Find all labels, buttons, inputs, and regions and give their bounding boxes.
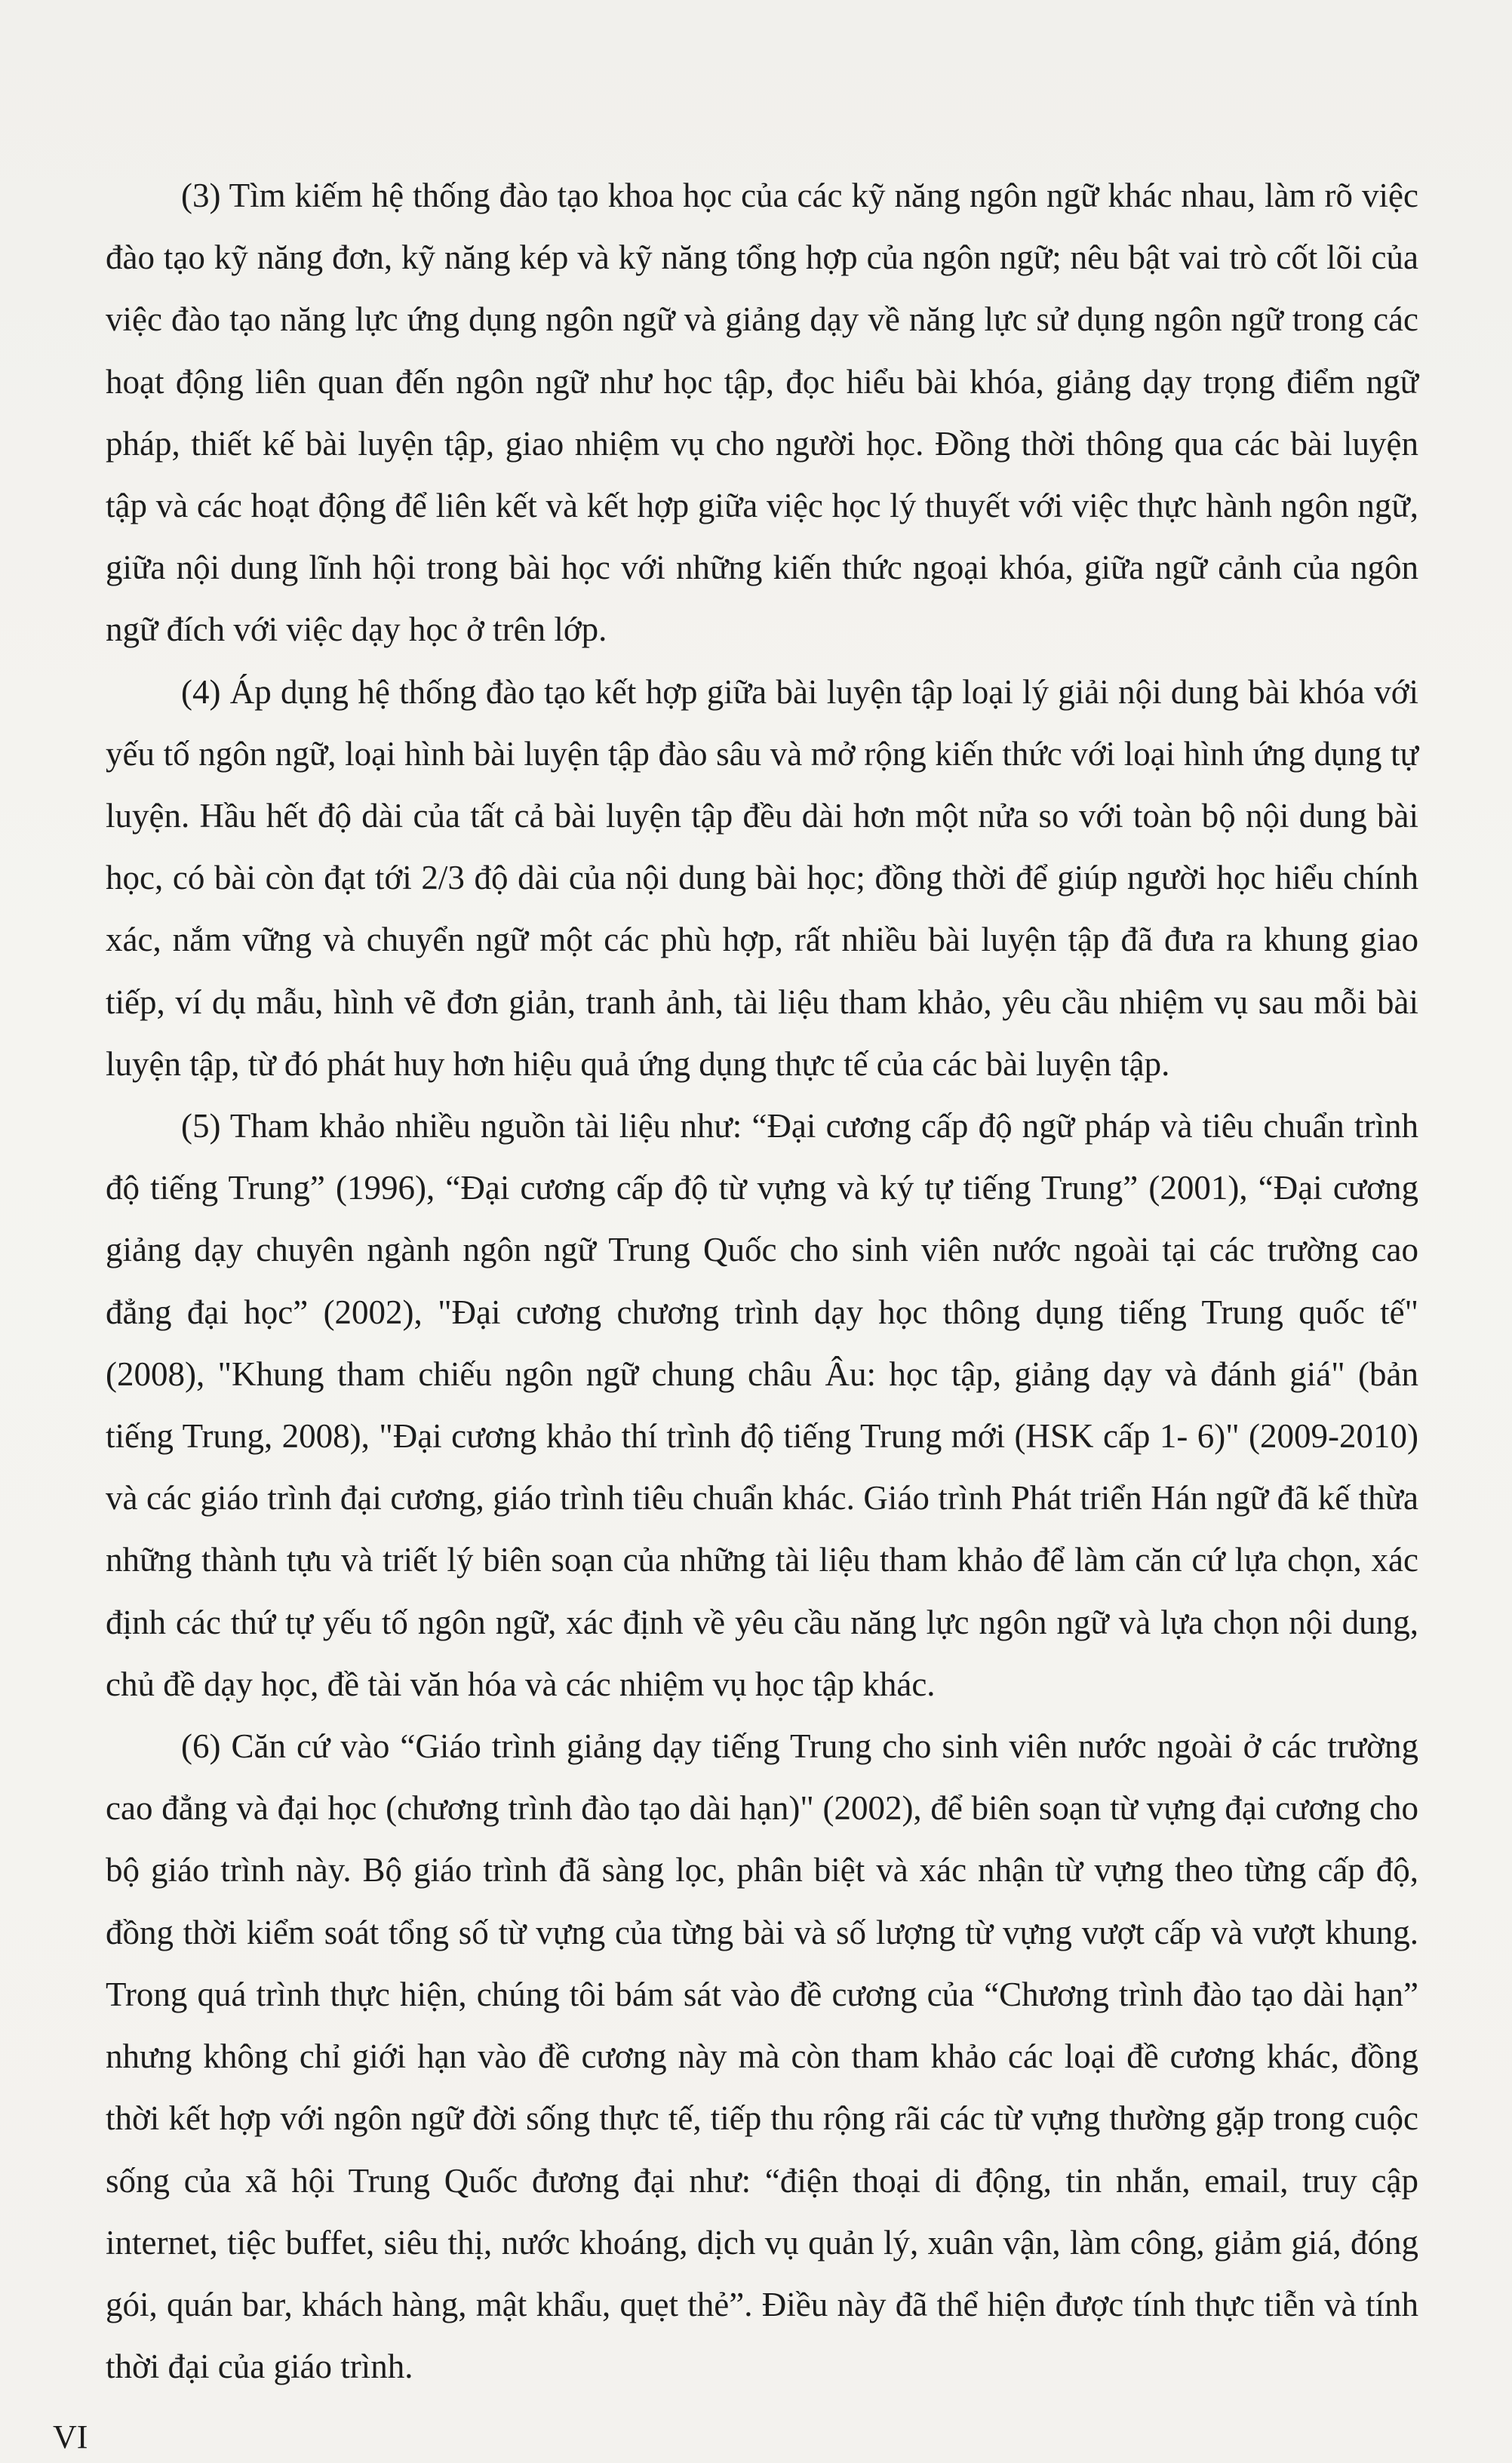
paragraph-4: (4) Áp dụng hệ thống đào tạo kết hợp giữa bài luyện tập loại lý giải nội dung bài khóa với yếu tố ngôn ngữ, loại hình bài luyện tập đào sâu và mở rộng kiến thức với loại hình ứng dụng tự luyện. Hầu hết độ dài của tất cả bài luyện tập đều dài hơn một nửa so với toàn bộ nội dung bài học, có bài còn đạt tới 2/3 độ dài của nội dung bài học; đồng thời để giúp người học hiểu chính xác, nắm vững và chuyển ngữ một các phù hợp, rất nhiều bài luyện tập đã đưa ra khung giao tiếp, ví dụ mẫu, hình vẽ đơn giản, tranh ảnh, tài liệu tham khảo, yêu cầu nhiệm vụ sau mỗi bài luyện tập, từ đó phát huy hơn hiệu quả ứng dụng thực tế của các bài luyện tập. [106,672,1418,1083]
paragraph-5: (5) Tham khảo nhiều nguồn tài liệu như: “Đại cương cấp độ ngữ pháp và tiêu chuẩn trình độ tiếng Trung” (1996), “Đại cương cấp độ từ vựng và ký tự tiếng Trung” (2001), “Đại cương giảng dạy chuyên ngành ngôn ngữ Trung Quốc cho sinh viên nước ngoài tại các trường cao đẳng đại học” (2002), "Đại cương chương trình dạy học thông dụng tiếng Trung quốc tế" (2008), "Khung tham chiếu ngôn ngữ chung châu Âu: học tập, giảng dạy và đánh giá" (bản tiếng Trung, 2008), "Đại cương khảo thí trình độ tiếng Trung mới (HSK cấp 1- 6)" (2009-2010) và các giáo trình đại cương, giáo trình tiêu chuẩn khác. Giáo trình Phát triển Hán ngữ đã kế thừa những thành tựu và triết lý biên soạn của những tài liệu tham khảo để làm căn cứ lựa chọn, xác định các thứ tự yếu tố ngôn ngữ, xác định về yêu cầu năng lực ngôn ngữ và lựa chọn nội dung, chủ đề dạy học, đề tài văn hóa và các nhiệm vụ học tập khác. [106,1107,1418,1703]
paragraph-3: (3) Tìm kiếm hệ thống đào tạo khoa học của các kỹ năng ngôn ngữ khác nhau, làm rõ việc đào tạo kỹ năng đơn, kỹ năng kép và kỹ năng tổng hợp của ngôn ngữ; nêu bật vai trò cốt lõi của việc đào tạo năng lực ứng dụng ngôn ngữ và giảng dạy về năng lực sử dụng ngôn ngữ trong các hoạt động liên quan đến ngôn ngữ như học tập, đọc hiểu bài khóa, giảng dạy trọng điểm ngữ pháp, thiết kế bài luyện tập, giao nhiệm vụ cho người học. Đồng thời thông qua các bài luyện tập và các hoạt động để liên kết và kết hợp giữa việc học lý thuyết với việc thực hành ngôn ngữ, giữa nội dung lĩnh hội trong bài học với những kiến thức ngoại khóa, giữa ngữ cảnh của ngôn ngữ đích với việc dạy học ở trên lớp. [106,177,1418,649]
page-number: VI [53,2418,88,2455]
paragraph-6: (6) Căn cứ vào “Giáo trình giảng dạy tiếng Trung cho sinh viên nước ngoài ở các trường cao đẳng và đại học (chương trình đào tạo dài hạn)" (2002), để biên soạn từ vựng đại cương cho bộ giáo trình này. Bộ giáo trình đã sàng lọc, phân biệt và xác nhận từ vựng theo từng cấp độ, đồng thời kiểm soát tổng số từ vựng của từng bài và số lượng từ vựng vượt cấp và vượt khung. Trong quá trình thực hiện, chúng tôi bám sát vào đề cương của “Chương trình đào tạo dài hạn” nhưng không chỉ giới hạn vào đề cương này mà còn tham khảo các loại đề cương khác, đồng thời kết hợp với ngôn ngữ đời sống thực tế, tiếp thu rộng rãi các từ vựng thường gặp trong cuộc sống của xã hội Trung Quốc đương đại như: “điện thoại di động, tin nhắn, email, truy cập internet, tiệc buffet, siêu thị, nước khoáng, dịch vụ quản lý, xuân vận, làm công, giảm giá, đóng gói, quán bar, khách hàng, mật khẩu, quẹt thẻ”. Điều này đã thể hiện được tính thực tiễn và tính thời đại của giáo trình. [106,1727,1418,2386]
body-text [106,165,1418,2397]
